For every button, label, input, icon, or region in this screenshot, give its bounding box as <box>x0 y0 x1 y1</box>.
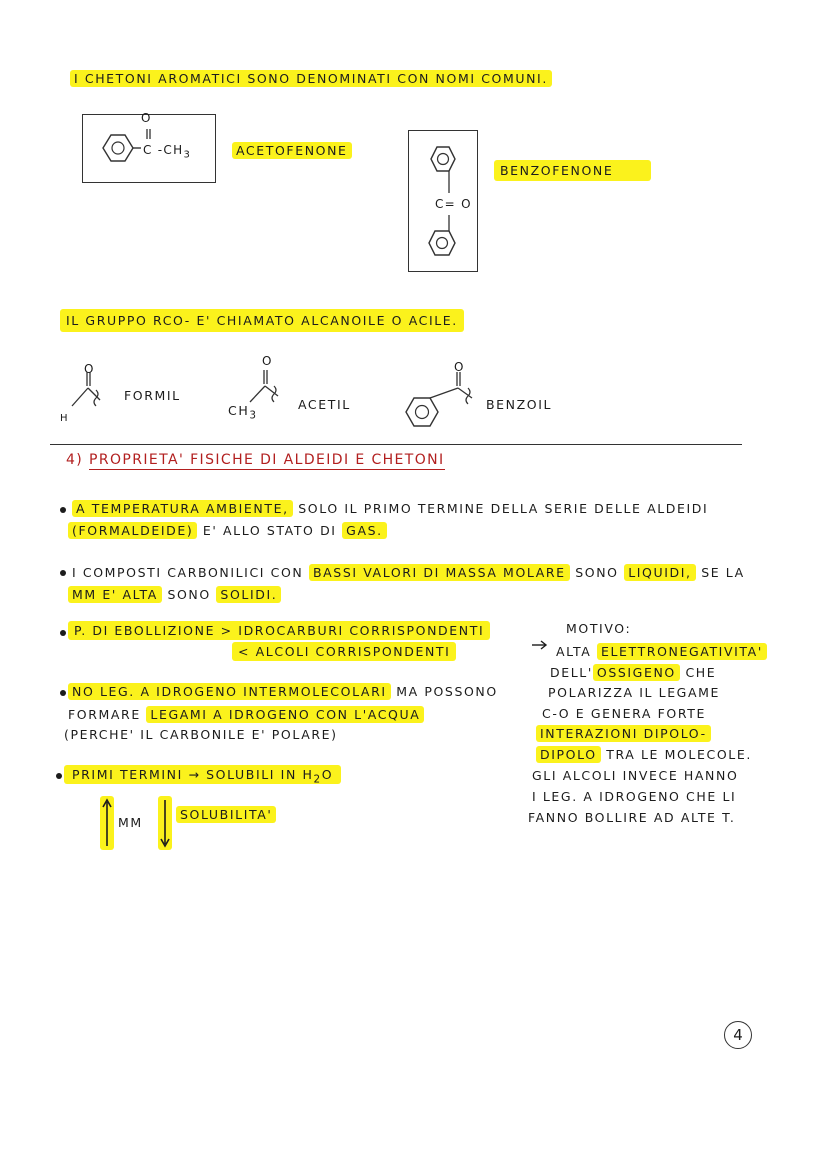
section-title: 4) PROPRIETA' FISICHE DI ALDEIDI E CHETONI <box>66 452 445 468</box>
acetyl-oxygen: O <box>262 354 273 368</box>
acetophenone-label: ACETOFENONE <box>232 142 352 160</box>
property-carbonyl-polar: (PERCHE' IL CARBONILE E' POLARE) <box>64 727 338 742</box>
benzophenone-carbonyl: C= O <box>435 197 472 211</box>
formyl-hydrogen: H <box>60 413 69 424</box>
benzoyl-label: BENZOIL <box>486 397 553 412</box>
acetyl-methyl: $CH_3$ <box>228 403 258 422</box>
property-hydrogen-bonds: NO LEG. A IDROGENO INTERMOLECOLARI MA POSSONO <box>68 683 498 701</box>
benzophenone-structure-box <box>408 130 478 272</box>
motivo-title: MOTIVO: <box>566 621 632 636</box>
acyl-group-intro: IL GRUPPO RCO- E' CHIAMATO ALCANOILE O ACILE. <box>60 312 464 330</box>
bullet <box>60 690 66 696</box>
property-water-bonds: FORMARE LEGAMI A IDROGENO CON L'ACQUA <box>68 706 424 724</box>
property-formaldehyde: (FORMALDEIDE) E' ALLO STATO DI GAS. <box>68 522 387 540</box>
aromatic-ketones-intro: I CHETONI AROMATICI SONO DENOMINATI CON NOMI COMUNI. <box>70 70 552 88</box>
property-solubility: PRIMI TERMINI → SOLUBILI IN $H_2O$ <box>64 766 341 789</box>
up-arrow-icon <box>100 796 114 850</box>
mm-label: MM <box>118 815 143 830</box>
formyl-oxygen: O <box>84 362 95 376</box>
acetophenone-oxygen: O <box>141 111 152 125</box>
motivo-line-2: DELL' OSSIGENO CHE <box>550 665 717 680</box>
motivo-line-9: FANNO BOLLIRE AD ALTE T. <box>528 810 736 825</box>
benzoyl-oxygen: O <box>454 360 465 374</box>
bullet <box>60 570 66 576</box>
motivo-line-5: INTERAZIONI DIPOLO- <box>536 725 711 743</box>
bullet <box>60 630 66 636</box>
section-divider <box>50 444 742 445</box>
property-boiling-point-alcohols: < ALCOLI CORRISPONDENTI <box>232 643 456 661</box>
motivo-line-8: I LEG. A IDROGENO CHE LI <box>532 789 737 804</box>
benzoyl-structure <box>400 362 490 434</box>
bullet <box>56 773 62 779</box>
property-molar-mass: I COMPOSTI CARBONILICI CON BASSI VALORI DI MASSA MOLARE SONO LIQUIDI, SE LA <box>72 565 745 580</box>
acetophenone-formula: C $-CH_3$ <box>143 143 192 161</box>
property-high-mass: MM E' ALTA SONO SOLIDI. <box>68 586 281 604</box>
solubility-label: SOLUBILITA' <box>176 806 276 824</box>
property-room-temperature: A TEMPERATURA AMBIENTE, SOLO IL PRIMO TERMINE DELLA SERIE DELLE ALDEIDI <box>72 500 708 518</box>
motivo-line-1: ALTA ELETTRONEGATIVITA' <box>556 643 767 661</box>
motivo-line-4: C-O E GENERA FORTE <box>542 706 706 721</box>
formyl-label: FORMIL <box>124 388 181 403</box>
page-number: 4 <box>724 1021 752 1049</box>
down-arrow-icon <box>158 796 172 850</box>
motivo-line-7: GLI ALCOLI INVECE HANNO <box>532 768 739 783</box>
benzophenone-label: BENZOFENONE <box>494 162 651 180</box>
acetophenone-structure-box <box>82 111 216 183</box>
motivo-line-3: POLARIZZA IL LEGAME <box>548 685 721 700</box>
bullet <box>60 507 66 513</box>
arrow-right-icon <box>530 638 550 652</box>
property-boiling-point: P. DI EBOLLIZIONE > IDROCARBURI CORRISPONDENTI <box>68 622 490 640</box>
acetyl-label: ACETIL <box>298 397 351 412</box>
motivo-line-6: DIPOLO TRA LE MOLECOLE. <box>536 746 752 764</box>
